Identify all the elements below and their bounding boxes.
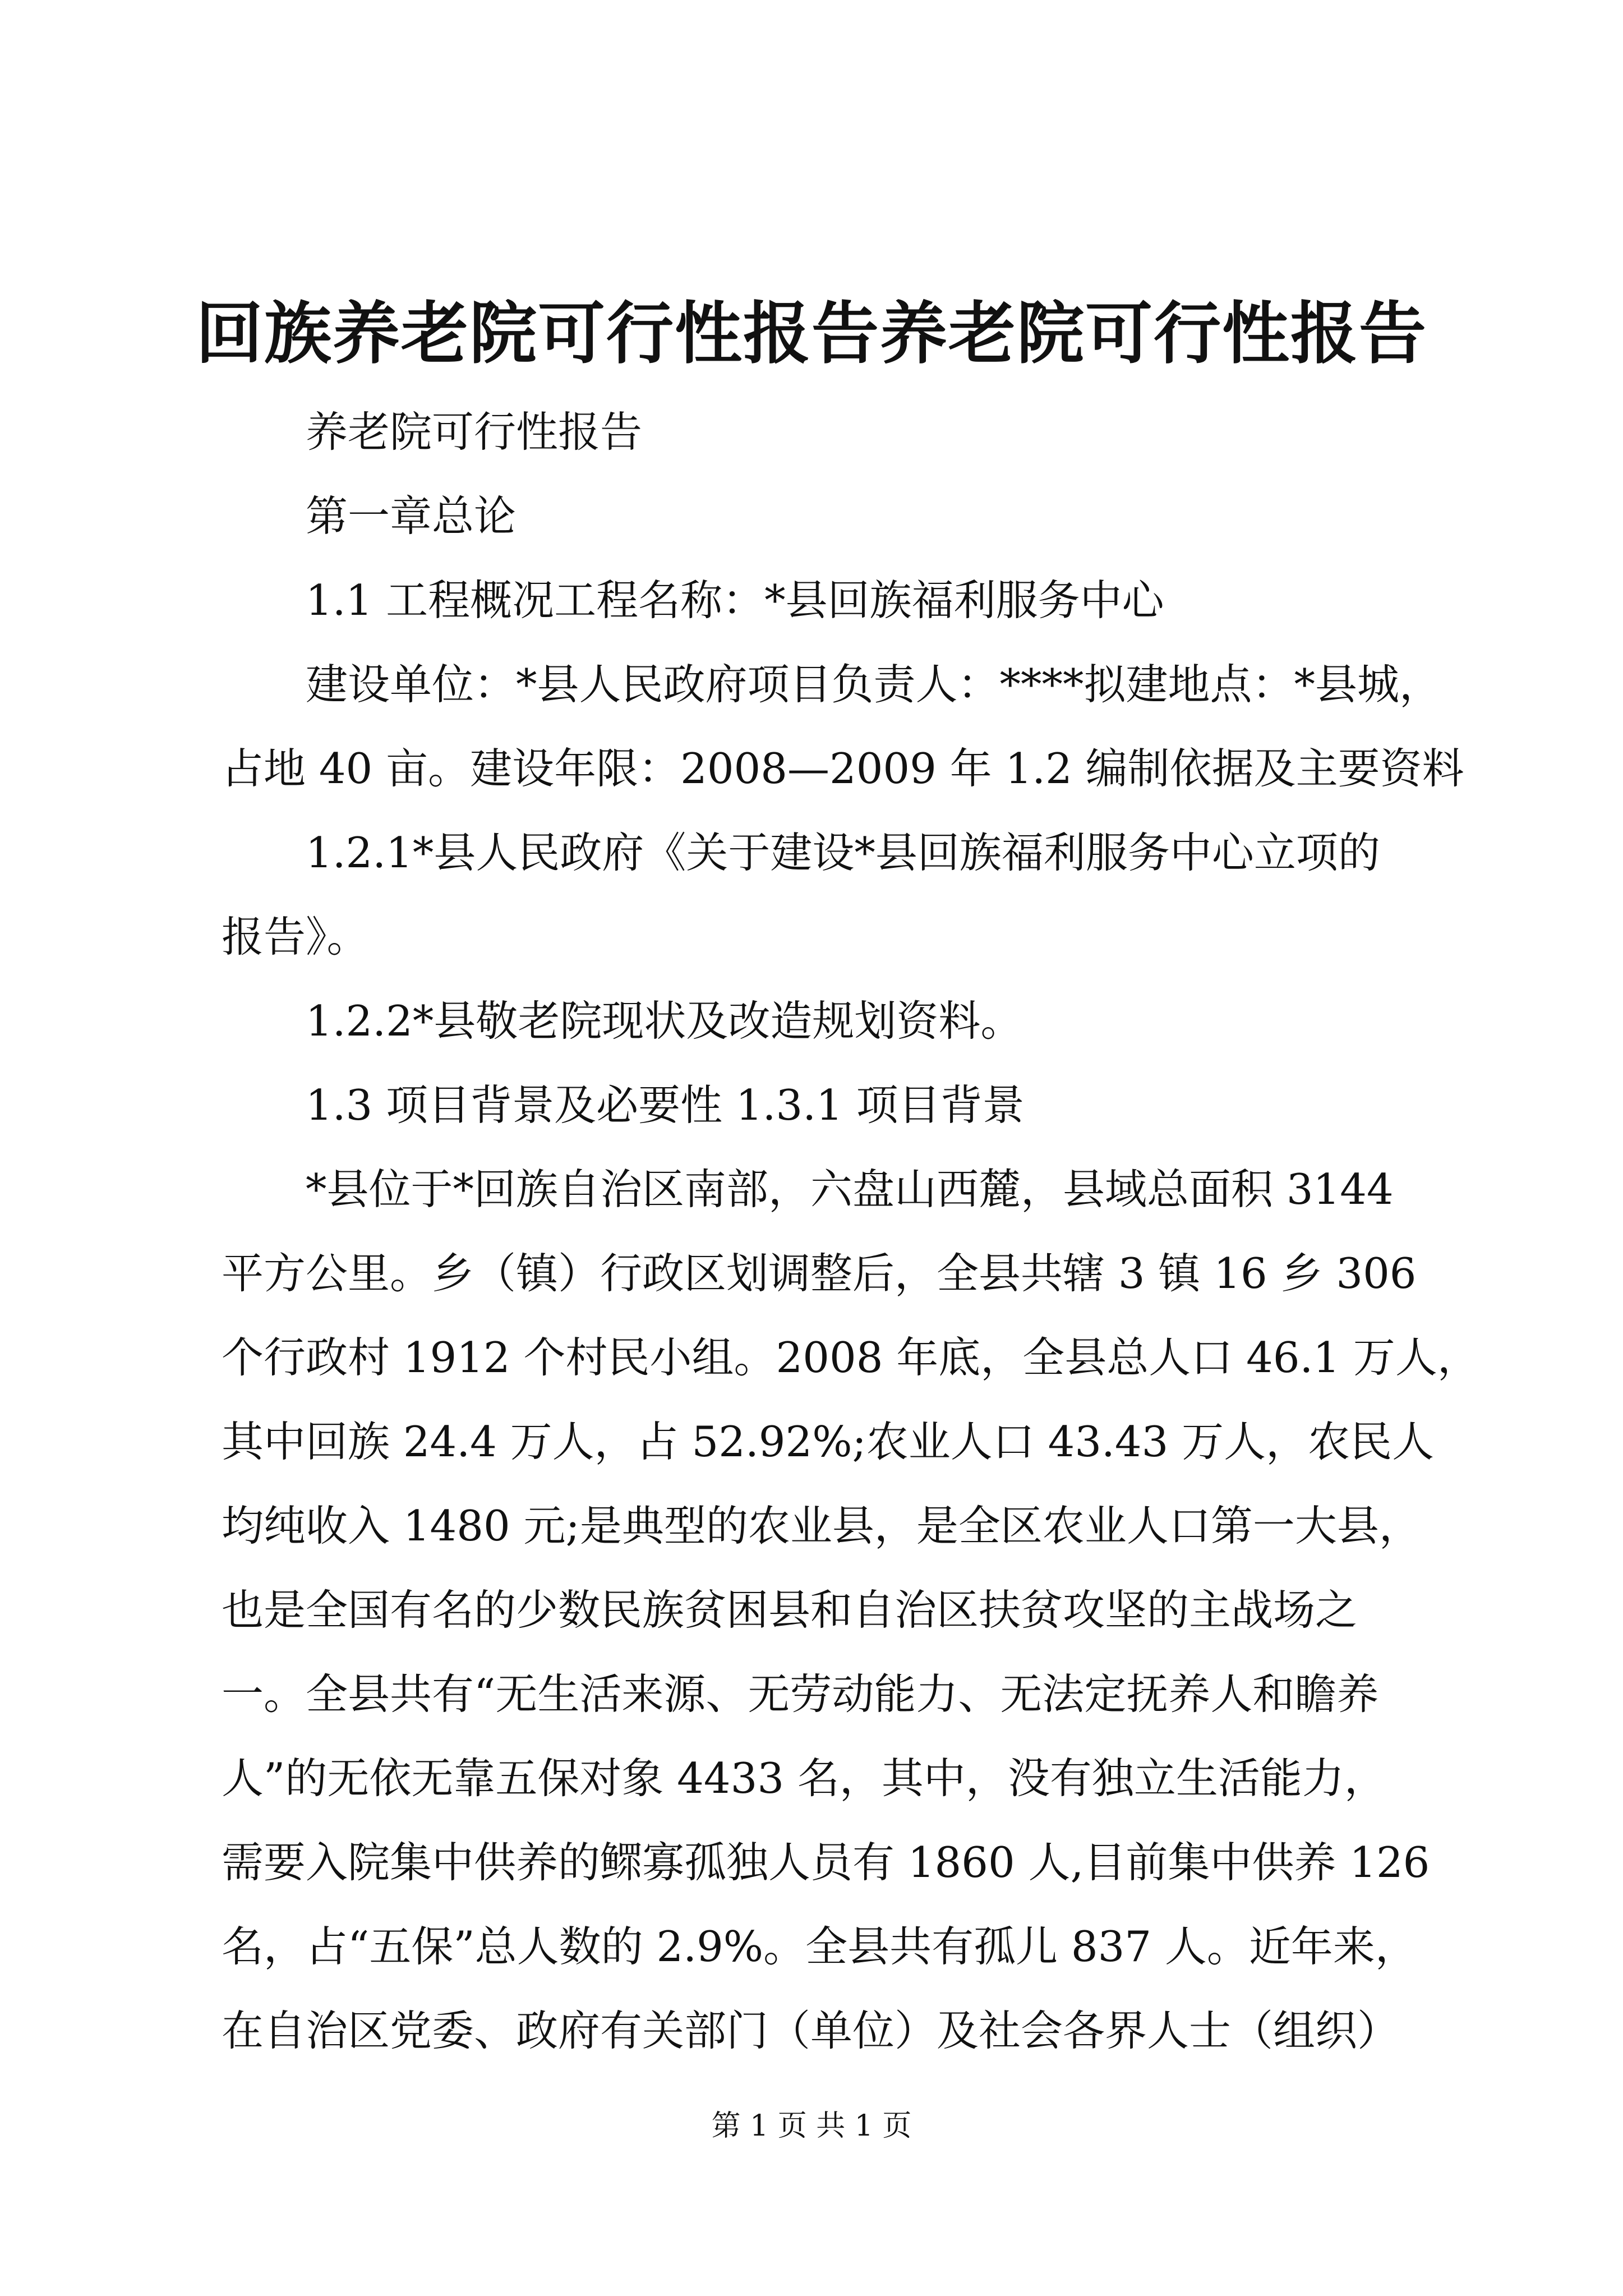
paragraph-line: 一。全县共有“无生活来源、无劳动能力、无法定抚养人和瞻养 bbox=[222, 1669, 1379, 1719]
paragraph-line: 需要入院集中供养的鳏寡孤独人员有 1860 人,目前集中供养 126 bbox=[222, 1838, 1430, 1887]
paragraph-line: 报告》。 bbox=[222, 912, 369, 961]
paragraph-line: 1.2.2*县敬老院现状及改造规划资料。 bbox=[306, 996, 1023, 1046]
paragraph-line: 养老院可行性报告 bbox=[306, 407, 643, 457]
paragraph-line: 第一章总论 bbox=[306, 491, 517, 541]
paragraph-line: 平方公里。乡（镇）行政区划调整后，全县共辖 3 镇 16 乡 306 bbox=[222, 1249, 1417, 1298]
paragraph-line: 1.3 项目背景及必要性 1.3.1 项目背景 bbox=[306, 1080, 1025, 1130]
document-body bbox=[222, 390, 1479, 2073]
paragraph-line: 名，占“五保”总人数的 2.9%。全县共有孤儿 837 人。近年来， bbox=[222, 1922, 1417, 1971]
paragraph-line: 在自治区党委、政府有关部门（单位）及社会各界人士（组织） bbox=[222, 2006, 1400, 2055]
paragraph-line: 人”的无依无靠五保对象 4433 名，其中，没有独立生活能力， bbox=[222, 1754, 1386, 1803]
paragraph-line: 1.1 工程概况工程名称：*县回族福利服务中心 bbox=[306, 576, 1164, 625]
document-title: 回族养老院可行性报告养老院可行性报告 bbox=[196, 294, 1427, 373]
page-footer: 第 1 页 共 1 页 bbox=[711, 2109, 912, 2143]
paragraph-line: *县位于*回族自治区南部，六盘山西麓，县域总面积 3144 bbox=[306, 1165, 1394, 1214]
paragraph-line: 占地 40 亩。建设年限：2008—2009 年 1.2 编制依据及主要资料 bbox=[222, 744, 1464, 793]
paragraph-line: 1.2.1*县人民政府《关于建设*县回族福利服务中心立项的 bbox=[306, 828, 1380, 877]
paragraph-line: 均纯收入 1480 元;是典型的农业县，是全区农业人口第一大县， bbox=[222, 1501, 1421, 1550]
paragraph-line: 个行政村 1912 个村民小组。2008 年底，全县总人口 46.1 万人， bbox=[222, 1333, 1479, 1382]
paragraph-line: 建设单位：*县人民政府项目负责人：****拟建地点：*县城， bbox=[306, 660, 1442, 709]
paragraph-line: 也是全国有名的少数民族贫困县和自治区扶贫攻坚的主战场之 bbox=[222, 1585, 1358, 1635]
paragraph-line: 其中回族 24.4 万人，占 52.92%;农业人口 43.43 万人，农民人 bbox=[222, 1417, 1435, 1466]
